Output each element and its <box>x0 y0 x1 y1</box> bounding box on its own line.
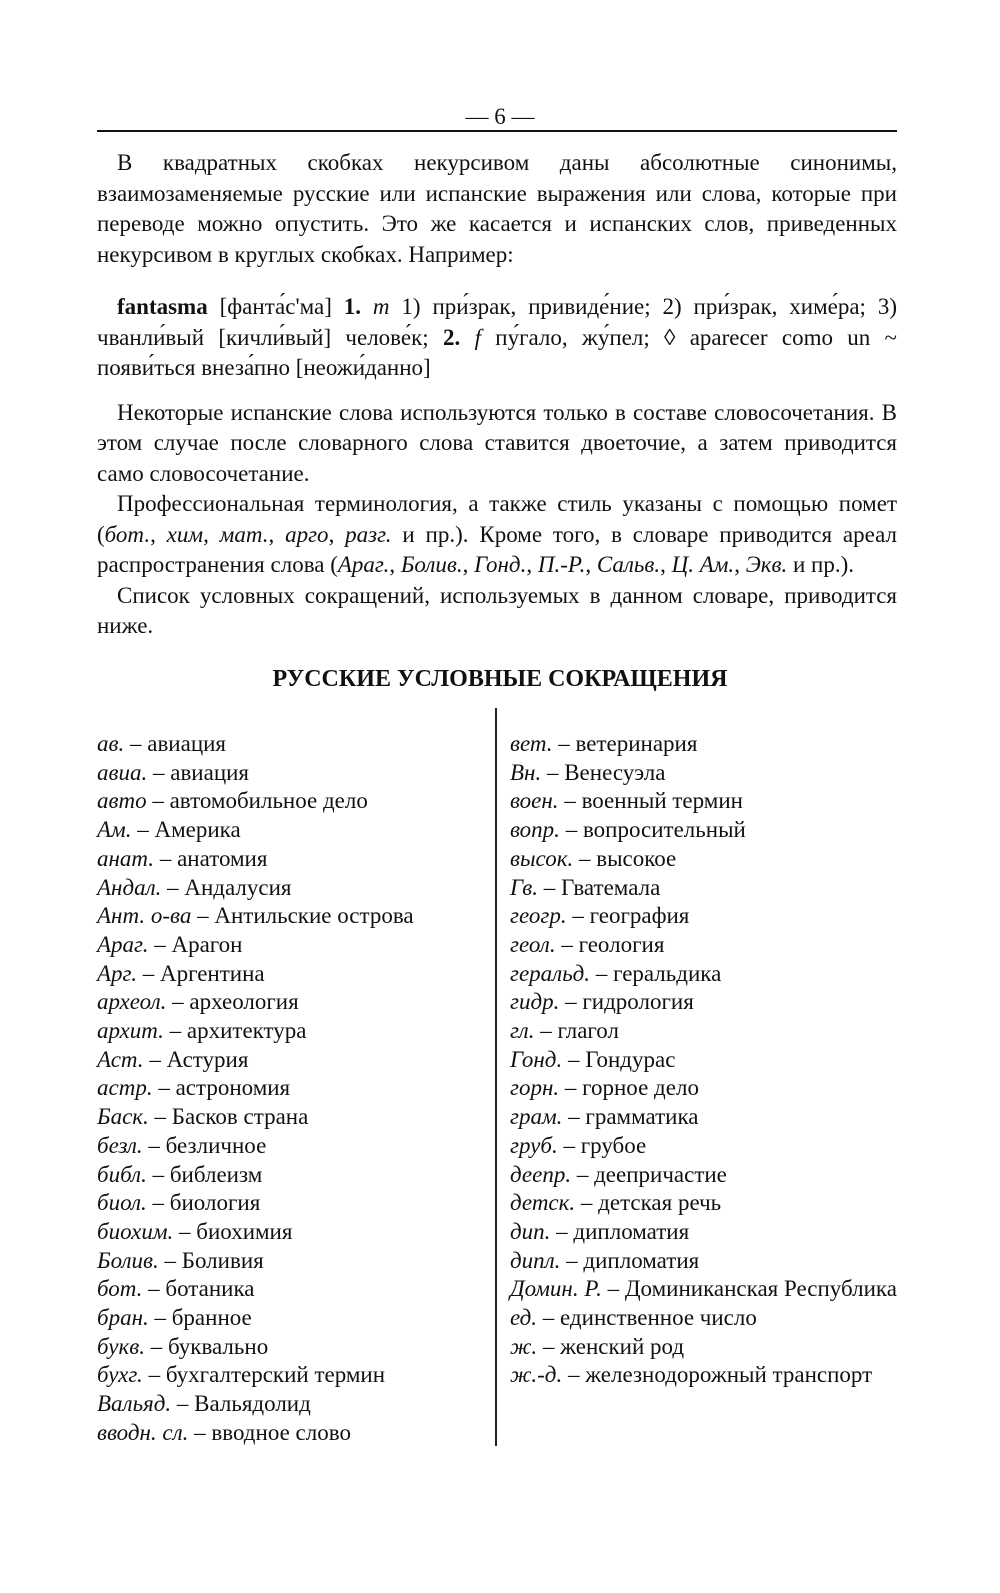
abbreviation: биохим. <box>97 1218 174 1244</box>
text-segment: разг. <box>345 521 392 547</box>
text-segment: Профессиональная терминология, а также стиль указаны с помощью помет ( <box>97 491 897 547</box>
abbreviation-item: деепр. – деепричастие <box>510 1161 727 1187</box>
abbreviation-meaning: высокое <box>596 845 677 871</box>
abbreviation-meaning: архитектура <box>186 1018 307 1044</box>
abbreviation-item: биол. – биология <box>97 1190 261 1216</box>
abbreviation-meaning: археология <box>189 989 299 1015</box>
abbreviation: ж. <box>510 1333 538 1359</box>
abbreviation-meaning: автомобильное дело <box>169 788 368 814</box>
abbreviation: дипл. <box>510 1247 561 1273</box>
abbreviation-item: астр. – астрономия <box>97 1075 291 1101</box>
abbreviation-meaning: астрономия <box>175 1075 291 1101</box>
example-entry <box>97 292 897 384</box>
abbreviation: Баск. <box>97 1104 149 1130</box>
abbreviation: геральд. <box>510 960 591 986</box>
abbreviation-item: ж. – женский род <box>510 1333 685 1359</box>
abbreviation-meaning: Аргентина <box>159 960 265 986</box>
abbreviation-meaning: гидрология <box>582 989 694 1015</box>
text-segment: В квадратных скобках некурсивом даны абсолютные синонимы, взаимозаменяемые русские или испанские выражения или слова, которые при переводе можно опустить. Это же касается и испанских слов, приведенных некурсивом в круглых скобках. Например: <box>97 150 897 267</box>
paragraph <box>97 489 897 581</box>
text-segment: fantasma <box>117 294 208 319</box>
paragraph <box>97 581 897 642</box>
abbreviation-meaning: Венесуэла <box>564 759 666 785</box>
abbreviation: деепр. <box>510 1161 572 1187</box>
abbreviation: дип. <box>510 1218 551 1244</box>
abbreviation: высок. <box>510 845 574 871</box>
abbreviation-meaning: ветеринария <box>575 731 698 756</box>
abbreviation-meaning: горное дело <box>582 1075 699 1101</box>
section-heading: РУССКИЕ УСЛОВНЫЕ СОКРАЩЕНИЯ <box>272 666 728 692</box>
abbreviation: ав. <box>97 731 125 756</box>
text-segment: 2. <box>443 324 461 350</box>
abbreviation: библ. <box>97 1161 147 1187</box>
abbreviation-item: вводн. сл. – вводное слово <box>97 1419 351 1445</box>
text-segment: 1) при́зрак, привиде́ние; 2) при́зрак, химе́ра; 3) чванли́вый [кичли́вый] челове́к; <box>97 294 897 350</box>
abbreviation-meaning: грамматика <box>585 1104 699 1130</box>
abbreviation-item: Домин. Р. – Доминиканская Республика <box>510 1276 897 1302</box>
abbreviation-item: вопр. – вопросительный <box>510 817 746 843</box>
abbreviation-item: дип. – дипломатия <box>510 1218 690 1244</box>
abbreviation: грам. <box>510 1104 563 1130</box>
text-segment: П.-Р. <box>537 552 586 577</box>
text-segment: бот. <box>104 521 151 547</box>
page-number: — 6 — <box>465 104 535 129</box>
text-segment: мат. <box>219 521 269 547</box>
abbreviation: геогр. <box>510 903 567 929</box>
abbreviation-item: горн. – горное дело <box>510 1075 699 1101</box>
abbreviation-item: безл. – безличное <box>97 1132 267 1158</box>
abbreviation-meaning: бухгалтерский термин <box>165 1362 386 1388</box>
abbreviation-item: библ. – библеизм <box>97 1161 263 1187</box>
abbreviation: бот. <box>97 1276 143 1302</box>
text-segment: Некоторые испанские слова используются только в составе словосочетания. В этом случае после словарного слова ставится двоеточие, а затем приводится само словосочетание. <box>97 399 897 486</box>
abbreviation-meaning: Астурия <box>166 1046 249 1072</box>
header-rule <box>97 130 897 132</box>
abbreviation-item: Ант. о-ва – Антильские острова <box>97 903 414 929</box>
abbreviation-item: груб. – грубое <box>510 1132 647 1158</box>
abbreviation: ед. <box>510 1305 538 1331</box>
abbreviation-item: ед. – единственное число <box>510 1305 757 1331</box>
abbreviation-item: геогр. – география <box>510 903 690 929</box>
abbreviation: авиа. <box>97 759 148 785</box>
abbreviation: Андал. <box>97 874 162 900</box>
abbreviation-meaning: глагол <box>557 1018 619 1044</box>
abbreviation-item: бот. – ботаника <box>97 1276 255 1302</box>
abbreviation: Вальяд. <box>97 1391 172 1417</box>
text-segment: , <box>526 552 538 577</box>
abbreviation-meaning: железнодорожный транспорт <box>585 1362 873 1388</box>
text-segment: , <box>734 552 746 577</box>
abbreviation: биол. <box>97 1190 147 1216</box>
abbreviation-item: ав. – авиация <box>97 731 227 756</box>
abbreviation-item: детск. – детская речь <box>510 1190 722 1216</box>
abbreviation: детск. <box>510 1190 576 1216</box>
abbreviation-item: вет. – ветеринария <box>510 731 698 756</box>
text-segment: 1. <box>343 294 362 319</box>
abbreviation: Домин. Р. <box>510 1276 602 1302</box>
abbreviation-item: Гв. – Гватемала <box>510 874 661 900</box>
abbreviation: бухг. <box>97 1362 143 1388</box>
abbreviation-meaning: Басков страна <box>171 1104 309 1130</box>
text-segment: Болив. <box>400 552 463 577</box>
text-segment: [фанта́с'ма] <box>207 294 344 319</box>
abbreviation-meaning: вопросительный <box>582 817 746 843</box>
abbreviation-meaning: библеизм <box>169 1161 263 1187</box>
abbreviation: Ант. о-ва <box>97 903 192 929</box>
abbreviation-item: Болив. – Боливия <box>97 1247 264 1273</box>
abbreviation-item: Баск. – Басков страна <box>97 1104 309 1130</box>
abbreviation-item: Араг. – Арагон <box>97 931 243 957</box>
abbreviation: Вн. <box>510 759 542 785</box>
abbreviation-meaning: грубое <box>580 1132 647 1158</box>
abbreviation: букв. <box>97 1333 145 1359</box>
abbreviation-meaning: Антильские острова <box>214 903 414 929</box>
abbreviation-meaning: буквально <box>167 1333 269 1359</box>
abbreviation-item: археол. – археология <box>97 989 299 1015</box>
abbreviation-meaning: Андалусия <box>184 874 292 900</box>
abbreviation-item: воен. – военный термин <box>510 788 743 814</box>
abbreviation-item: Ам. – Америка <box>97 817 241 843</box>
abbreviation-meaning: Гондурас <box>585 1046 676 1072</box>
abbreviation-meaning: Америка <box>154 817 241 843</box>
abbreviation: Ам. <box>97 817 132 843</box>
abbreviation-meaning: военный термин <box>581 788 743 814</box>
abbreviation: гл. <box>510 1018 535 1044</box>
abbreviation-meaning: геральдика <box>613 960 722 986</box>
text-segment: , <box>268 521 286 547</box>
abbreviation-meaning: вводное слово <box>211 1419 351 1445</box>
text-segment: и пр.). <box>787 552 855 577</box>
abbreviation: Гв. <box>510 874 538 900</box>
text-segment <box>361 294 373 319</box>
abbreviation-item: Вальяд. – Вальядолид <box>97 1391 311 1417</box>
text-segment: , <box>150 521 167 547</box>
abbreviation-item: гидр. – гидрология <box>510 989 694 1015</box>
abbreviation: бран. <box>97 1305 149 1331</box>
abbreviation-item: высок. – высокое <box>510 845 677 871</box>
abbreviation-meaning: география <box>589 903 690 929</box>
abbreviation-item: Аст. – Астурия <box>97 1046 249 1072</box>
text-segment: , <box>389 552 401 577</box>
abbreviation-meaning: авиация <box>147 731 227 756</box>
abbreviation: Аст. <box>97 1046 144 1072</box>
abbreviation-meaning: Доминиканская Республика <box>624 1276 897 1302</box>
abbreviation-item: биохим. – биохимия <box>97 1218 293 1244</box>
abbreviation-meaning: биохимия <box>196 1218 293 1244</box>
abbreviation-item: геол. – геология <box>510 931 665 957</box>
abbreviation-meaning: дипломатия <box>583 1247 700 1273</box>
abbreviation-item: анат. – анатомия <box>97 845 268 871</box>
abbreviation: груб. <box>510 1132 558 1158</box>
abbreviations-right-column <box>510 730 897 1390</box>
abbreviation-meaning: геология <box>578 931 665 957</box>
text-segment: Экв. <box>745 552 788 577</box>
abbreviation: вводн. сл. <box>97 1419 189 1445</box>
abbreviation: археол. <box>97 989 167 1015</box>
abbreviation: авто <box>97 788 147 814</box>
abbreviation: геол. <box>510 931 556 957</box>
text-segment: Гонд. <box>474 552 527 577</box>
abbreviation-item: бран. – бранное <box>97 1305 252 1331</box>
abbreviations-left-column <box>97 730 487 1448</box>
column-divider <box>495 708 497 1446</box>
abbreviation: ж.-д. <box>510 1362 563 1388</box>
abbreviation: архит. <box>97 1018 164 1044</box>
abbreviation: астр. <box>97 1075 153 1101</box>
abbreviation-item: бухг. – бухгалтерский термин <box>97 1362 386 1388</box>
abbreviation-item: Гонд. – Гондурас <box>510 1046 676 1072</box>
abbreviation-item: грам. – грамматика <box>510 1104 699 1130</box>
abbreviation: горн. <box>510 1075 560 1101</box>
paragraph <box>97 148 897 270</box>
abbreviation: вет. <box>510 731 553 756</box>
abbreviation-meaning: женский род <box>560 1333 685 1359</box>
abbreviation-meaning: Гватемала <box>560 874 661 900</box>
abbreviation-item: Вн. – Венесуэла <box>510 759 666 785</box>
abbreviation-item: геральд. – геральдика <box>510 960 722 986</box>
text-segment: Ц. Ам. <box>671 552 735 577</box>
abbreviation-meaning: биология <box>169 1190 261 1216</box>
abbreviation: Арг. <box>97 960 137 986</box>
abbreviation-meaning: ботаника <box>165 1276 255 1302</box>
text-segment: , <box>203 521 220 547</box>
abbreviation-meaning: дипломатия <box>573 1218 690 1244</box>
text-segment: Сальв. <box>596 552 661 577</box>
text-segment: пу́гало, жу́пел; ◊ aparecer como un ~ появи́ться внеза́пно [неожи́данно] <box>97 324 898 380</box>
abbreviation-meaning: анатомия <box>177 845 268 871</box>
abbreviation-meaning: детская речь <box>598 1190 722 1216</box>
text-segment: Араг. <box>337 552 390 577</box>
abbreviation-meaning: Боливия <box>181 1247 264 1273</box>
abbreviation-meaning: безличное <box>165 1132 267 1158</box>
abbreviation: Гонд. <box>510 1046 563 1072</box>
abbreviation-meaning: авиация <box>170 759 250 785</box>
abbreviation-item: букв. – буквально <box>97 1333 269 1359</box>
abbreviation-item: Арг. – Аргентина <box>97 960 265 986</box>
abbreviation-meaning: бранное <box>171 1305 252 1331</box>
text-segment: Список условных сокращений, используемых в данном словаре, приводится ниже. <box>97 582 897 638</box>
abbreviation-meaning: Вальядолид <box>194 1391 311 1417</box>
abbreviation-item: гл. – глагол <box>510 1018 619 1044</box>
text-segment: и пр.). Кроме того, в словаре приводится ареал распространения слова ( <box>97 521 897 577</box>
abbreviation-item: ж.-д. – железнодорожный транспорт <box>510 1362 873 1388</box>
abbreviation: вопр. <box>510 817 560 843</box>
abbreviation-item: авиа. – авиация <box>97 759 250 785</box>
text-segment <box>460 325 474 350</box>
abbreviation: безл. <box>97 1132 143 1158</box>
abbreviation-item: дипл. – дипломатия <box>510 1247 700 1273</box>
text-segment: , <box>462 552 475 577</box>
abbreviation: анат. <box>97 845 155 871</box>
abbreviation: воен. <box>510 788 559 814</box>
abbreviation-item: архит. – архитектура <box>97 1018 307 1044</box>
abbreviation-meaning: Арагон <box>171 931 243 957</box>
abbreviation: Болив. <box>97 1247 159 1273</box>
text-segment: f <box>474 324 481 350</box>
paragraph <box>97 398 897 490</box>
abbreviation-item: Андал. – Андалусия <box>97 874 292 900</box>
text-segment: хим <box>166 521 204 547</box>
text-segment: , <box>585 552 597 577</box>
abbreviation: гидр. <box>510 989 560 1015</box>
abbreviation: Араг. <box>97 931 149 957</box>
abbreviation-meaning: единственное число <box>560 1305 757 1331</box>
abbreviation-meaning: деепричастие <box>594 1161 727 1187</box>
text-segment: , <box>660 552 672 577</box>
text-segment: арго <box>285 521 329 547</box>
text-segment: m <box>372 294 390 319</box>
intro-text <box>97 148 897 642</box>
text-segment: , <box>328 521 346 547</box>
abbreviation-item: авто – автомобильное дело <box>97 788 368 814</box>
